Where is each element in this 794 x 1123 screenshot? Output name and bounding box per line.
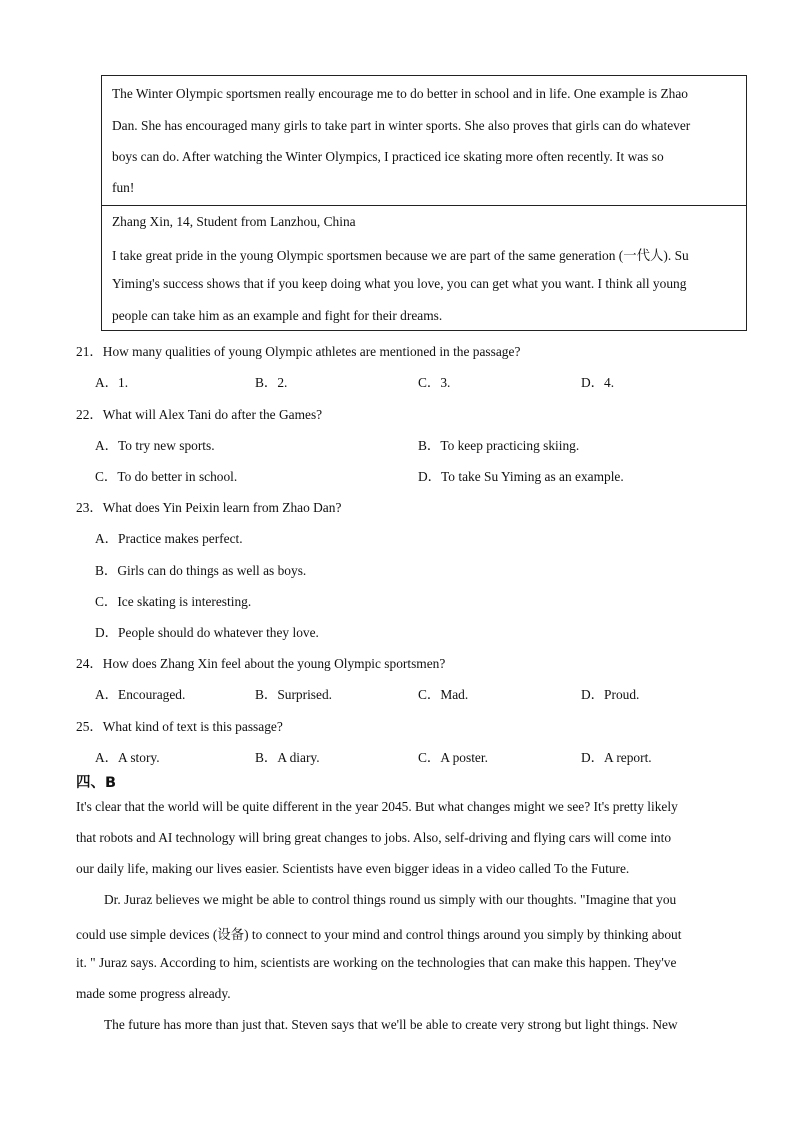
table-text-line: Dan. She has encouraged many girls to take part in winter sports. She also proves that girls can do whatever (112, 118, 691, 133)
question-stem: 22．What will Alex Tani do after the Games? (76, 407, 323, 422)
option-a: A．Encouraged. (95, 687, 186, 702)
option-d: D．To take Su Yiming as an example. (418, 469, 624, 484)
table-text-line: boys can do. After watching the Winter Olympics, I practiced ice skating more often recently. It was so (112, 149, 664, 164)
question-stem: 25．What kind of text is this passage? (76, 719, 283, 734)
passage-line: our daily life, making our lives easier. Scientists have even bigger ideas in a video called To the Future. (76, 861, 630, 876)
option-a: A．Practice makes perfect. (95, 531, 243, 546)
table-text-line: Zhang Xin, 14, Student from Lanzhou, China (112, 214, 356, 229)
option-b: B．Girls can do things as well as boys. (95, 563, 307, 578)
passage-line: could use simple devices (设备) to connect to your mind and control things around you simply by thinking about (76, 927, 682, 942)
table-text-line: The Winter Olympic sportsmen really encourage me to do better in school and in life. One example is Zhao (112, 86, 688, 101)
option-d: D．People should do whatever they love. (95, 625, 319, 640)
question-stem: 21．How many qualities of young Olympic athletes are mentioned in the passage? (76, 344, 521, 359)
section-heading: 四、B (76, 775, 117, 791)
option-d: D．A report. (581, 750, 652, 765)
option-b: B．A diary. (255, 750, 320, 765)
option-a: A．To try new sports. (95, 438, 215, 453)
reading-table (101, 75, 747, 331)
question-stem: 23．What does Yin Peixin learn from Zhao Dan? (76, 500, 342, 515)
question-stem: 24．How does Zhang Xin feel about the young Olympic sportsmen? (76, 656, 446, 671)
option-a: A．A story. (95, 750, 160, 765)
option-b: B．2. (255, 375, 288, 390)
table-text-line: fun! (112, 180, 135, 195)
passage-line: that robots and AI technology will bring great changes to jobs. Also, self-driving and flying cars will come into (76, 830, 672, 845)
option-c: C．3. (418, 375, 451, 390)
option-a: A．1. (95, 375, 129, 390)
option-d: D．Proud. (581, 687, 640, 702)
table-text-line: people can take him as an example and fight for their dreams. (112, 308, 443, 323)
option-c: C．To do better in school. (95, 469, 238, 484)
option-b: B．Surprised. (255, 687, 332, 702)
passage-line: It's clear that the world will be quite different in the year 2045. But what changes might we see? It's pretty likely (76, 799, 678, 814)
passage-line: it. " Juraz says. According to him, scientists are working on the technologies that can make this happen. They've (76, 955, 677, 970)
option-c: C．Ice skating is interesting. (95, 594, 252, 609)
passage-line: The future has more than just that. Steven says that we'll be able to create very strong but light things. New (104, 1017, 678, 1032)
option-d: D．4. (581, 375, 615, 390)
table-row (102, 76, 746, 206)
passage-line: made some progress already. (76, 986, 231, 1001)
option-c: C．Mad. (418, 687, 469, 702)
table-text-line: I take great pride in the young Olympic sportsmen because we are part of the same generation (一代人). Su (112, 248, 689, 263)
table-text-line: Yiming's success shows that if you keep doing what you love, you can get what you want. I think all young (112, 276, 687, 291)
option-c: C．A poster. (418, 750, 488, 765)
option-b: B．To keep practicing skiing. (418, 438, 580, 453)
passage-line: Dr. Juraz believes we might be able to control things round us simply with our thoughts. "Imagine that you (104, 892, 677, 907)
